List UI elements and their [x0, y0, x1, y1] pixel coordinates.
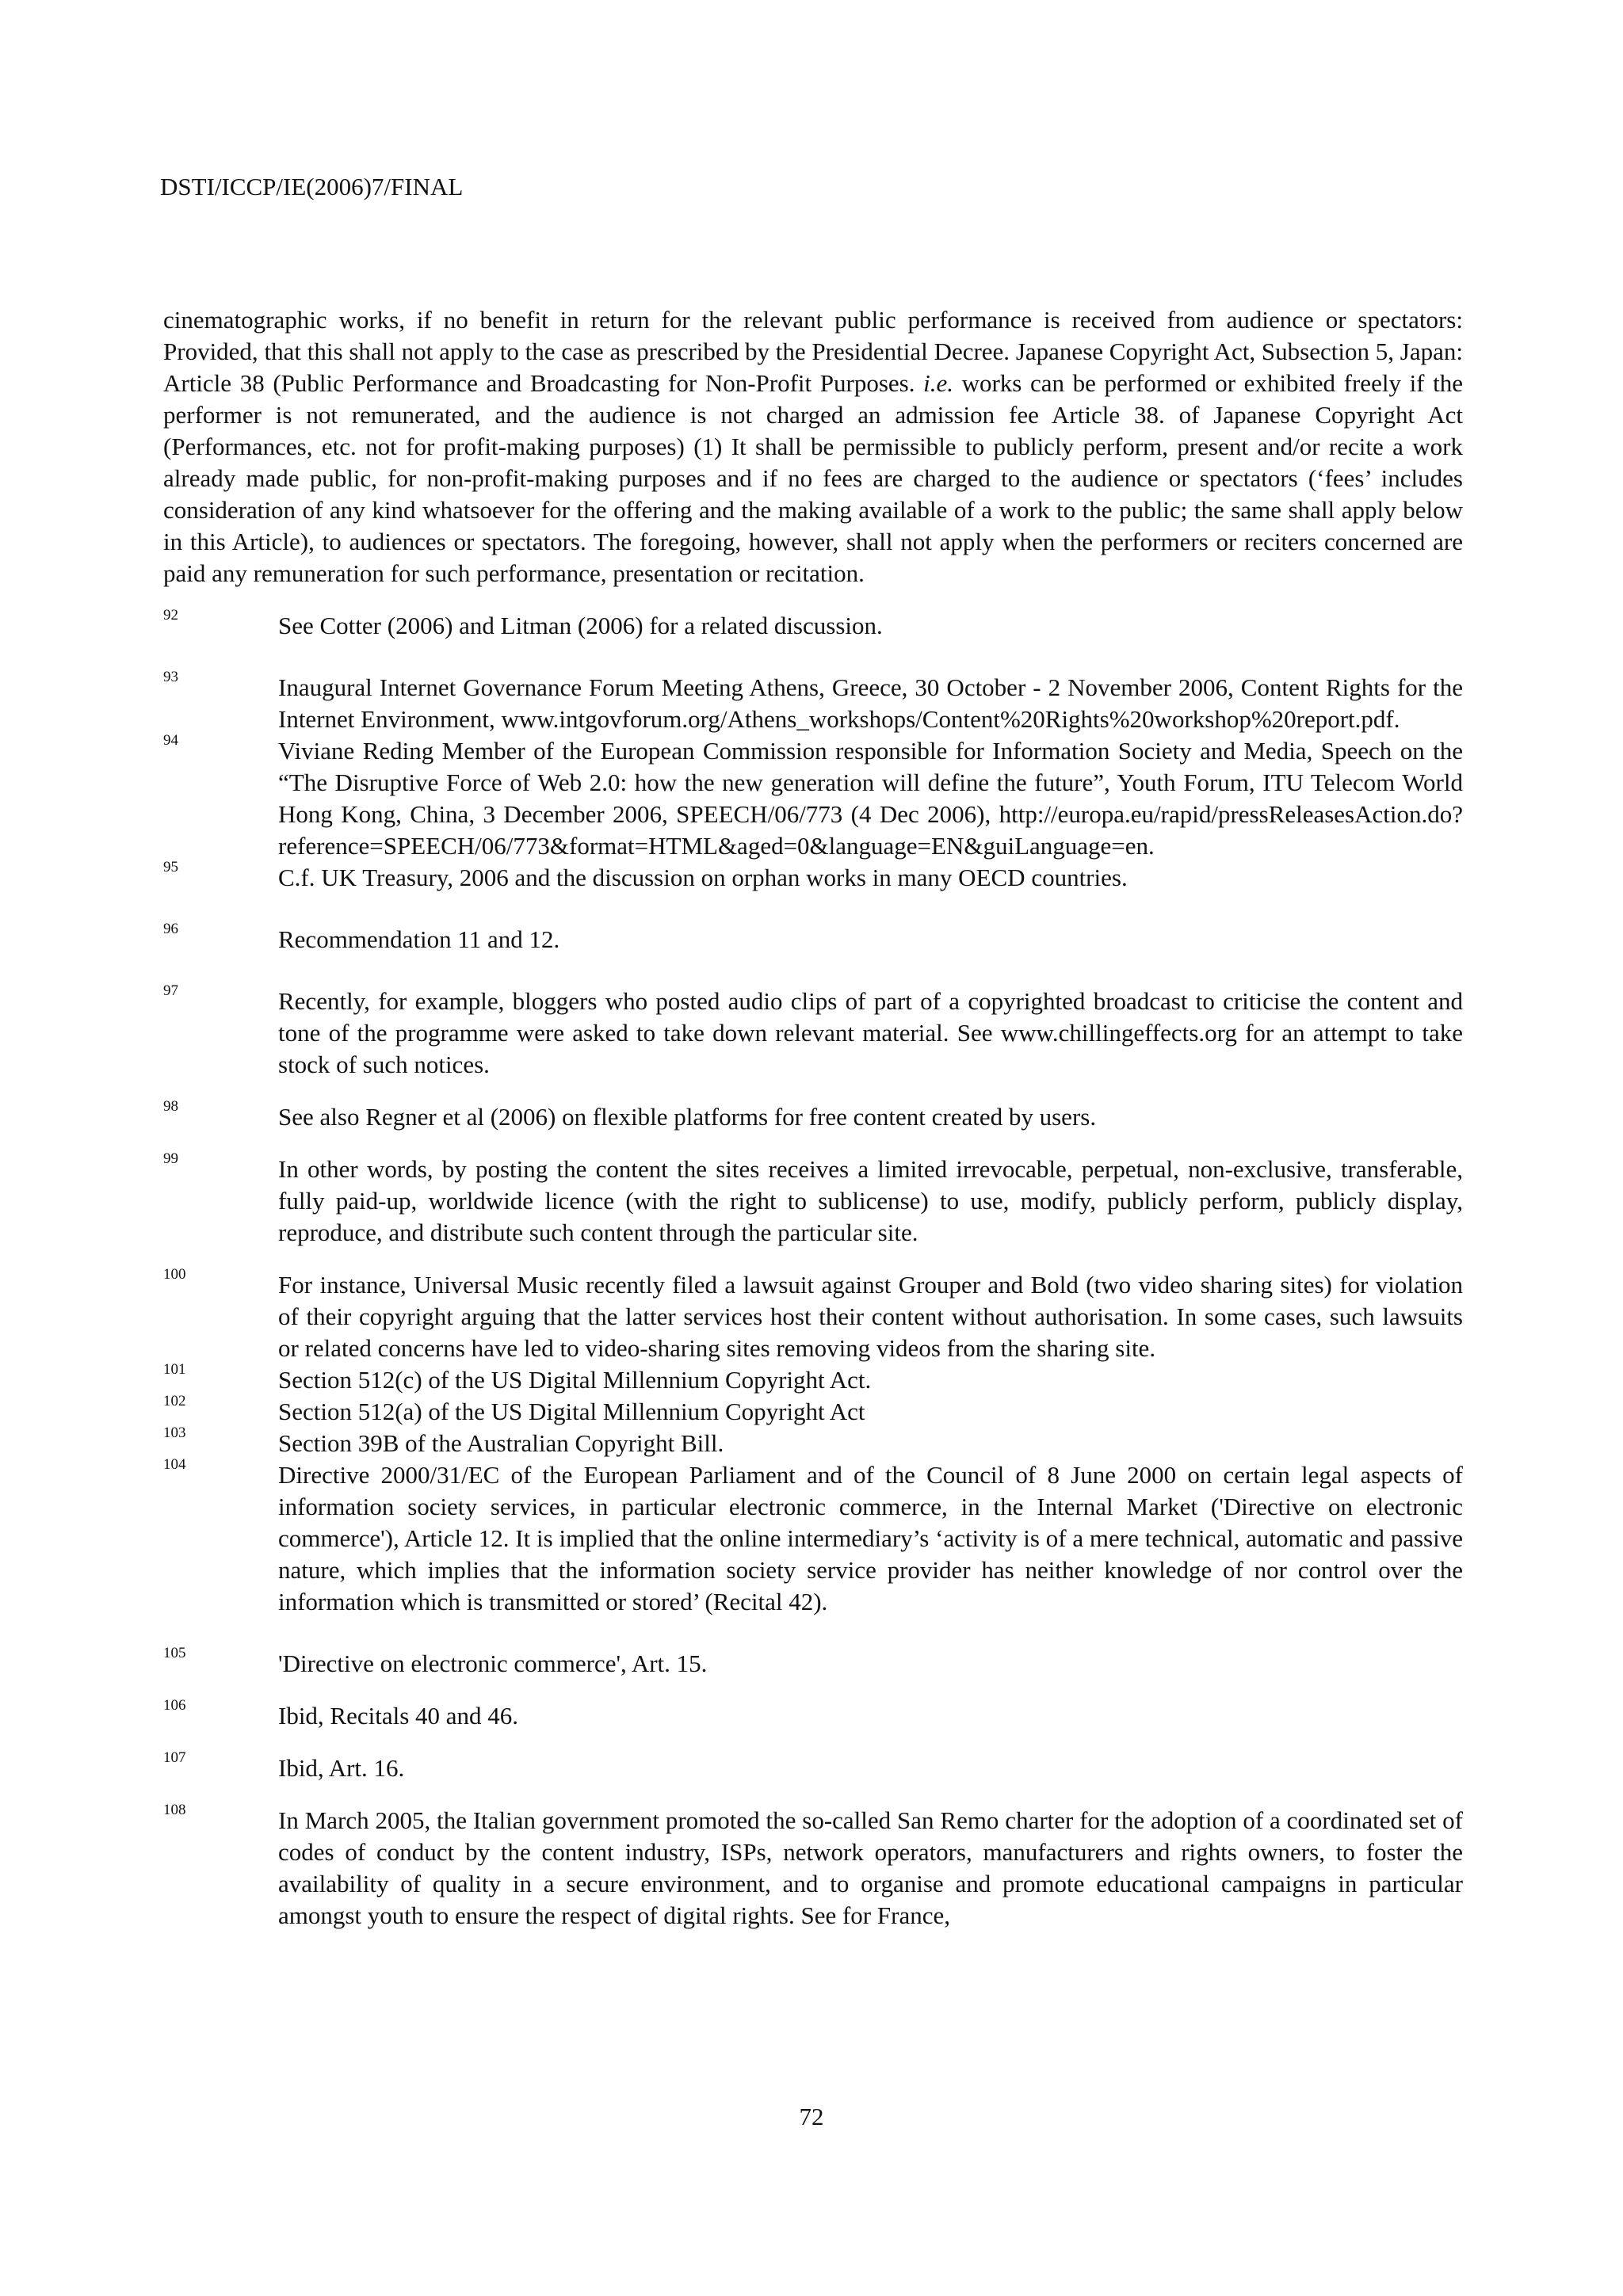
footnote-number: 106 [163, 1697, 186, 1714]
footnote-number: 96 [163, 921, 178, 937]
footnote-text: See also Regner et al (2006) on flexible platforms for free content created by users. [278, 1103, 1097, 1131]
footnote-text: See Cotter (2006) and Litman (2006) for a related discussion. [278, 612, 883, 639]
footnote-number: 103 [163, 1425, 186, 1441]
footnote-108 [163, 1802, 1463, 1932]
footnote-link[interactable]: www.intgovforum.org/Athens_workshops/Content%20Rights%20workshop%20report.pdf. [501, 705, 1400, 733]
footnote-number: 98 [163, 1098, 178, 1115]
document-reference: DSTI/ICCP/IE(2006)7/FINAL [160, 173, 464, 200]
footnote-97 [163, 982, 1463, 1081]
footnote-text: Inaugural Internet Governance Forum Meeting Athens, Greece, 30 October - 2 November 2006, Content Rights for the Internet Environment, [278, 673, 1463, 733]
footnote-100 [163, 1266, 1463, 1364]
footnote-text: For instance, Universal Music recently filed a lawsuit against Grouper and Bold (two video sharing sites) for violation of their copyright arguing that the latter services host their content without authorisation. In some cases, such lawsuits or related concerns have led to video-sharing sites removing videos from the sharing site. [278, 1271, 1463, 1362]
footnote-text: C.f. UK Treasury, 2006 and the discussion on orphan works in many OECD countries. [278, 864, 1128, 891]
footnote-text: Viviane Reding Member of the European Commission responsible for Information Society and Media, Speech on the “The Disruptive Force of Web 2.0: how the new generation will define the future”, Youth Forum, ITU Telecom World Hong Kong, China, 3 December 2006, SPEECH/06/773 (4 Dec 2006), [278, 737, 1463, 828]
footnote-text: Ibid, Art. 16. [278, 1754, 405, 1782]
footnote-107 [163, 1749, 1463, 1784]
footnote-text: Section 512(a) of the US Digital Millennium Copyright Act [278, 1398, 865, 1425]
footnote-text: Recently, for example, bloggers who posted audio clips of part of a copyrighted broadcast to criticise the content and tone of the programme were asked to take down relevant material. See www.chillingeffects.org for an attempt to take stock of such notices. [278, 987, 1463, 1078]
footnote-101 [163, 1361, 1463, 1396]
footnote-103 [163, 1425, 1463, 1459]
footnote-number: 92 [163, 607, 178, 624]
footnote-number: 105 [163, 1645, 186, 1661]
footnote-number: 99 [163, 1150, 178, 1167]
page-number: 72 [799, 2103, 824, 2130]
footnote-number: 94 [163, 732, 178, 749]
footnote-102 [163, 1393, 1463, 1428]
footnote-104 [163, 1456, 1463, 1618]
footnote-text: Directive 2000/31/EC of the European Parliament and of the Council of 8 June 2000 on certain legal aspects of information society services, in particular electronic commerce, in the Internal Market ('Directive on electronic commerce'), Article 12. It is implied that the online intermediary’s ‘activity is of a mere technical, automatic and passive nature, which implies that the information society service provider has neither knowledge of nor control over the information which is transmitted or stored’ (Recital 42). [278, 1461, 1463, 1615]
footnote-text: In March 2005, the Italian government promoted the so-called San Remo charter for the adoption of a coordinated set of codes of conduct by the content industry, ISPs, network operators, manufacturers and rights owners, to foster the availability of quality in a secure environment, and to organise and promote educational campaigns in particular amongst youth to ensure the respect of digital rights. See for France, [278, 1806, 1463, 1929]
continuation-text-1: cinematographic works, if no benefit in return for the relevant public performance is received from audience or spectators: Provided, that this shall not apply to the case as prescribed by the Presidential Decree. Japanese Copyright Act, Subsection 5, Japan: Article 38 (Public Performance and Broadcasting for Non-Profit Purposes. [163, 306, 1463, 397]
footnote-text: Section 39B of the Australian Copyright Bill. [278, 1429, 724, 1457]
footnote-number: 102 [163, 1393, 186, 1409]
continuation-italic: i.e. [923, 369, 953, 397]
footnote-number: 93 [163, 669, 178, 685]
footnote-96 [163, 921, 1463, 955]
footnote-number: 100 [163, 1266, 186, 1283]
footnote-link[interactable]: http://europa.eu/rapid/pressReleasesAction.do?reference=SPEECH/06/773&format=HTML&aged=0&language=EN&guiLanguage=en. [278, 800, 1463, 860]
footnote-92 [163, 607, 1463, 642]
footnote-number: 107 [163, 1749, 186, 1766]
footnote-105 [163, 1645, 1463, 1680]
footnote-continuation [163, 304, 1463, 589]
footnote-text: In other words, by posting the content the sites receives a limited irrevocable, perpetual, non-exclusive, transferable, fully paid-up, worldwide licence (with the right to sublicense) to use, modify, publicly perform, publicly display, reproduce, and distribute such content through the particular site. [278, 1155, 1463, 1246]
footnote-93 [163, 669, 1463, 735]
footnote-text: 'Directive on electronic commerce', Art. 15. [278, 1650, 708, 1677]
footnote-text: Ibid, Recitals 40 and 46. [278, 1702, 519, 1730]
continuation-text-2: works can be performed or exhibited freely if the performer is not remunerated, and the audience is not charged an admission fee Article 38. of Japanese Copyright Act (Performances, etc. not for profit-making purposes) (1) It shall be permissible to publicly perform, present and/or recite a work already made public, for non-profit-making purposes and if no fees are charged to the audience or spectators (‘fees’ includes consideration of any kind whatsoever for the offering and the making available of a work to the public; the same shall apply below in this Article), to audiences or spectators. The foregoing, however, shall not apply when the performers or reciters concerned are paid any remuneration for such performance, presentation or recitation. [163, 369, 1463, 587]
footnote-95 [163, 859, 1463, 894]
footnote-99 [163, 1150, 1463, 1249]
footnote-text: Recommendation 11 and 12. [278, 925, 560, 953]
footnote-106 [163, 1697, 1463, 1732]
footnote-number: 108 [163, 1802, 186, 1818]
footnote-text: Section 512(c) of the US Digital Millennium Copyright Act. [278, 1366, 872, 1394]
footnote-number: 101 [163, 1361, 186, 1378]
footnote-number: 97 [163, 982, 178, 999]
footnote-98 [163, 1098, 1463, 1133]
footnote-number: 95 [163, 859, 178, 875]
footnote-number: 104 [163, 1456, 186, 1473]
footnote-94 [163, 732, 1463, 862]
footnotes-section [163, 304, 1463, 1932]
